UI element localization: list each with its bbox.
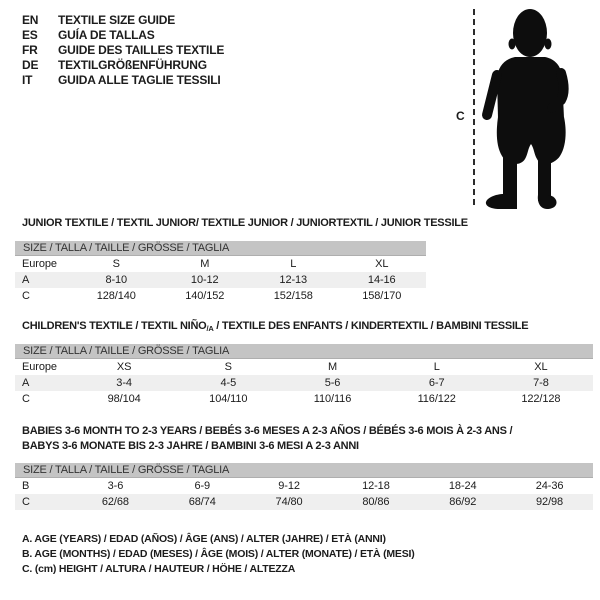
size-cell: 86/92	[449, 496, 477, 508]
children-size-table	[15, 344, 593, 407]
language-code: FR	[22, 43, 38, 57]
size-cell: 10-12	[190, 274, 219, 286]
table-row-height	[15, 391, 593, 407]
language-row-en	[22, 13, 224, 28]
table-row-height	[15, 288, 426, 304]
baby-arm-left	[487, 75, 497, 115]
language-label: TEXTILGRÖßENFÜHRUNG	[58, 58, 207, 72]
size-header-band: SIZE / TALLA / TAILLE / GRÖSSE / TAGLIA	[15, 463, 593, 478]
row-label: C	[22, 496, 30, 508]
size-cell: 4-5	[220, 377, 237, 389]
row-label: Europe	[22, 258, 57, 270]
baby-foot-left	[486, 194, 517, 209]
size-cell: 8-10	[105, 274, 128, 286]
size-cell: M	[327, 361, 338, 373]
size-cell: XL	[534, 361, 548, 373]
section-title-children-post: / TEXTILE DES ENFANTS / KINDERTEXTIL / BAMBINI TESSILE	[213, 320, 529, 332]
baby-leg-left	[503, 151, 517, 196]
language-row-es	[22, 28, 224, 43]
size-cell: 6-7	[428, 377, 445, 389]
row-label: A	[22, 377, 30, 389]
note-age-years: A. AGE (YEARS) / EDAD (AÑOS) / ÂGE (ANS) / ALTER (JAHRE) / ETÀ (ANNI)	[22, 533, 386, 545]
height-measure-dashed-line	[473, 9, 475, 205]
table-row-age	[15, 375, 593, 391]
language-guide-list	[22, 13, 224, 88]
size-cell: L	[290, 258, 297, 270]
row-label: B	[22, 480, 30, 492]
size-cell: 98/104	[107, 393, 141, 405]
height-measure-label: C	[456, 109, 465, 123]
language-code: ES	[22, 28, 38, 42]
size-cell: 158/170	[362, 290, 402, 302]
table-row-height	[15, 494, 593, 510]
section-title-babies-line2: BABYS 3-6 MONATE BIS 2-3 JAHRE / BAMBINI 3-6 MESI A 2-3 ANNI	[22, 440, 359, 452]
size-cell: 80/86	[362, 496, 390, 508]
size-cell: 12-13	[279, 274, 308, 286]
table-row-months	[15, 478, 593, 494]
size-cell: 104/110	[209, 393, 248, 405]
section-title-babies	[22, 424, 512, 454]
size-cell: M	[200, 258, 210, 270]
size-cell: 116/122	[417, 393, 456, 405]
row-label: Europe	[22, 361, 57, 373]
size-cell: 3-6	[107, 480, 124, 492]
size-cell: 110/116	[313, 393, 352, 405]
table-row-europe	[15, 359, 593, 375]
baby-leg-right	[538, 152, 551, 201]
table-row-age	[15, 272, 426, 288]
section-title-junior: JUNIOR TEXTILE / TEXTIL JUNIOR/ TEXTILE JUNIOR / JUNIORTEXTIL / JUNIOR TESSILE	[22, 217, 468, 229]
language-code: DE	[22, 58, 39, 72]
size-cell: L	[433, 361, 440, 373]
size-cell: 24-36	[535, 480, 564, 492]
junior-size-table	[15, 241, 426, 304]
size-cell: 68/74	[188, 496, 216, 508]
size-cell: 7-8	[533, 377, 549, 389]
section-title-children-pre: CHILDREN'S TEXTILE / TEXTIL NIÑO	[22, 320, 207, 332]
baby-ear-right	[545, 39, 552, 50]
legend-notes	[22, 532, 415, 577]
size-cell: 18-24	[448, 480, 477, 492]
size-cell: 14-16	[367, 274, 396, 286]
row-label: C	[22, 290, 30, 302]
baby-silhouette-icon	[478, 3, 600, 215]
language-label: GUÍA DE TALLAS	[58, 28, 155, 42]
size-cell: 122/128	[521, 393, 561, 405]
size-cell: 5-6	[324, 377, 341, 389]
size-header-band: SIZE / TALLA / TAILLE / GRÖSSE / TAGLIA	[15, 344, 593, 359]
language-label: GUIDE DES TAILLES TEXTILE	[58, 43, 225, 57]
language-row-fr	[22, 43, 224, 58]
row-label: A	[22, 274, 30, 286]
note-age-months: B. AGE (MONTHS) / EDAD (MESES) / ÂGE (MOIS) / ALTER (MONATE) / ETÀ (MESI)	[22, 548, 415, 560]
language-label: TEXTILE SIZE GUIDE	[58, 13, 176, 27]
size-cell: XS	[116, 361, 132, 373]
baby-ear-left	[509, 39, 516, 50]
language-row-it	[22, 73, 224, 88]
size-cell: 92/98	[536, 496, 564, 508]
section-title-babies-line1: BABIES 3-6 MONTH TO 2-3 YEARS / BEBÉS 3-6 MESES A 2-3 AÑOS / BÉBÉS 3-6 MOIS À 2-3 ANS /	[22, 425, 513, 437]
babies-size-table	[15, 463, 593, 510]
size-cell: 74/80	[275, 496, 303, 508]
size-cell: S	[112, 258, 120, 270]
baby-foot-right	[538, 195, 557, 209]
size-cell: 62/68	[101, 496, 129, 508]
size-cell: S	[224, 361, 232, 373]
size-cell: 12-18	[362, 480, 390, 492]
baby-head	[513, 9, 547, 57]
size-header-band: SIZE / TALLA / TAILLE / GRÖSSE / TAGLIA	[15, 241, 426, 256]
size-cell: 3-4	[116, 377, 132, 389]
section-title-children-sub: /A	[206, 324, 214, 333]
note-height-cm: C. (cm) HEIGHT / ALTURA / HAUTEUR / HÖHE / ALTEZZA	[22, 563, 296, 575]
row-label: C	[22, 393, 30, 405]
size-cell: XL	[375, 258, 389, 270]
size-cell: 152/158	[273, 290, 313, 302]
section-title-children	[22, 319, 528, 336]
table-row-europe	[15, 256, 426, 272]
size-cell: 140/152	[185, 290, 225, 302]
language-row-de	[22, 58, 224, 73]
language-label: GUIDA ALLE TAGLIE TESSILI	[58, 73, 221, 87]
language-code: IT	[22, 73, 33, 87]
size-cell: 6-9	[194, 480, 211, 492]
size-cell: 128/140	[96, 290, 136, 302]
language-code: EN	[22, 13, 39, 27]
size-cell: 9-12	[278, 480, 300, 492]
